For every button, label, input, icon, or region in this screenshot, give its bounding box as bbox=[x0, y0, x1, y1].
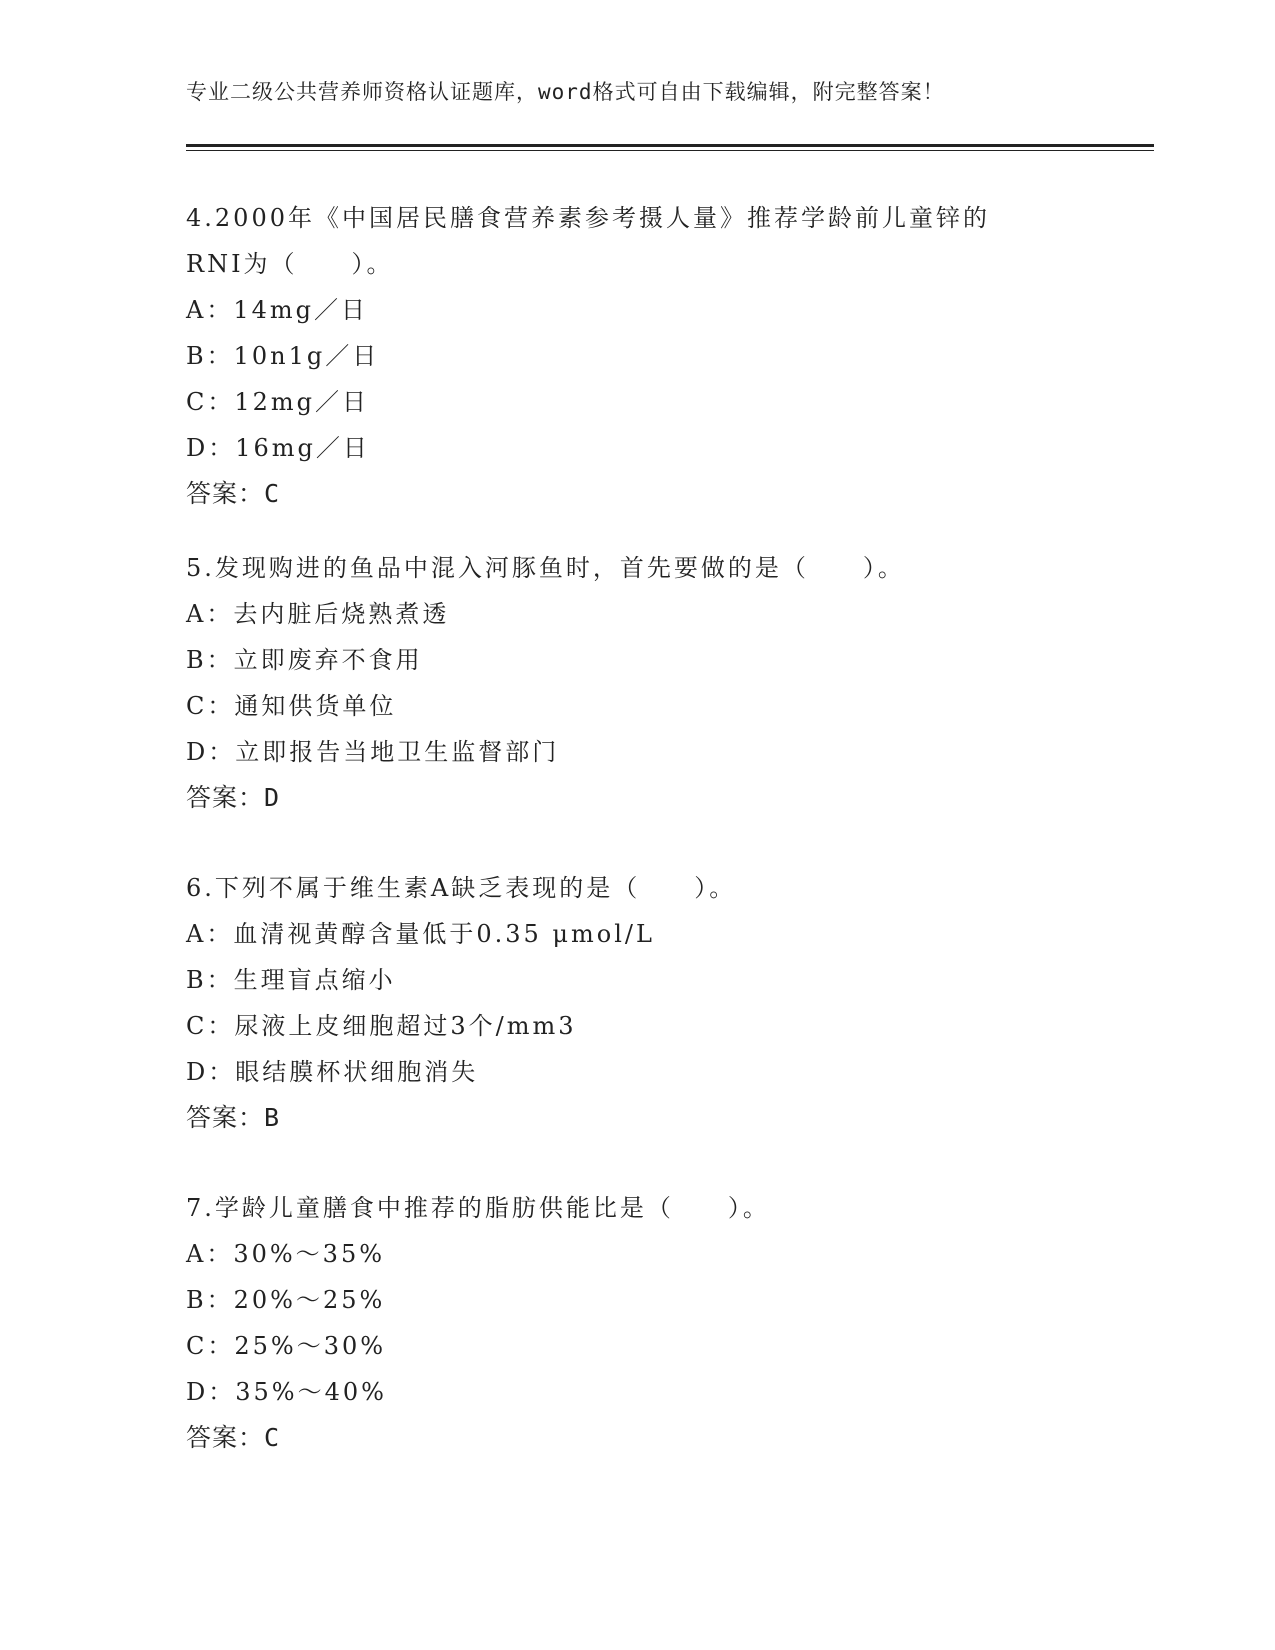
option-b: B：20%～25% bbox=[186, 1286, 386, 1314]
option-c: C：12mg／日 bbox=[186, 388, 370, 416]
header-rule-thin bbox=[186, 150, 1154, 151]
question-5 bbox=[186, 545, 1086, 821]
answer-value: C bbox=[264, 479, 281, 508]
question-stem: 5.发现购进的鱼品中混入河豚鱼时，首先要做的是（ ）。 bbox=[186, 554, 905, 582]
option-d: D：35%～40% bbox=[186, 1378, 387, 1406]
option-b: B：立即废弃不食用 bbox=[186, 646, 423, 674]
question-stem: RNI为（ ）。 bbox=[186, 250, 394, 278]
page-header: 专业二级公共营养师资格认证题库，word格式可自由下载编辑，附完整答案！ bbox=[186, 80, 945, 104]
option-c: C：尿液上皮细胞超过3个/mm3 bbox=[186, 1012, 577, 1040]
option-b: B：10n1g／日 bbox=[186, 342, 380, 370]
answer-label: 答案： bbox=[186, 783, 265, 812]
option-d: D：立即报告当地卫生监督部门 bbox=[186, 738, 560, 766]
option-b: B：生理盲点缩小 bbox=[186, 966, 396, 994]
option-d: D：16mg／日 bbox=[186, 434, 370, 462]
option-c: C：通知供货单位 bbox=[186, 692, 397, 720]
option-a: A：去内脏后烧熟煮透 bbox=[186, 600, 450, 628]
answer-label: 答案： bbox=[186, 479, 265, 508]
option-a: A：30%～35% bbox=[186, 1240, 386, 1268]
answer-value: B bbox=[264, 1103, 281, 1132]
answer bbox=[186, 1095, 1086, 1141]
answer-value: D bbox=[264, 783, 281, 812]
answer-label: 答案： bbox=[186, 1423, 265, 1452]
question-7 bbox=[186, 1185, 1086, 1461]
question-stem: 6.下列不属于维生素A缺乏表现的是（ ）。 bbox=[186, 874, 737, 902]
answer bbox=[186, 471, 1086, 517]
option-d: D：眼结膜杯状细胞消失 bbox=[186, 1058, 479, 1086]
question-4 bbox=[186, 195, 1086, 517]
option-a: A：14mg／日 bbox=[186, 296, 368, 324]
answer-label: 答案： bbox=[186, 1103, 265, 1132]
question-stem: 4.2000年《中国居民膳食营养素参考摄人量》推荐学龄前儿童锌的 bbox=[186, 204, 990, 232]
answer bbox=[186, 775, 1086, 821]
option-c: C：25%～30% bbox=[186, 1332, 387, 1360]
option-a: A：血清视黄醇含量低于0.35 μmol/L bbox=[186, 920, 655, 948]
question-6 bbox=[186, 865, 1086, 1141]
question-stem: 7.学龄儿童膳食中推荐的脂肪供能比是（ ）。 bbox=[186, 1194, 770, 1222]
header-rule-thick bbox=[186, 144, 1154, 147]
answer-value: C bbox=[264, 1423, 281, 1452]
answer bbox=[186, 1415, 1086, 1461]
